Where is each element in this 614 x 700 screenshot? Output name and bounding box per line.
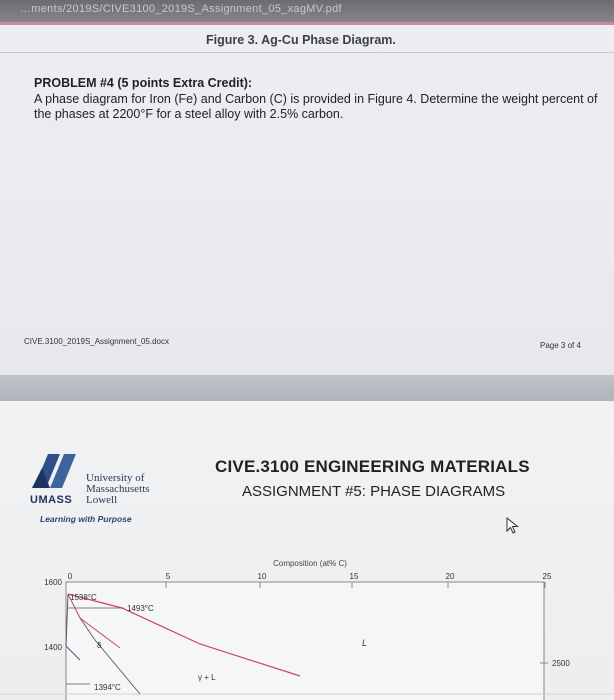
top-tick-label: 15	[349, 572, 359, 581]
plot-frame	[66, 582, 544, 700]
top-tick-label: 5	[165, 572, 171, 581]
file-path-text: …ments/2019S/CIVE3100_2019S_Assignment_05_xagMV.pdf	[20, 3, 342, 15]
top-tick-label: 25	[542, 572, 552, 581]
x-axis-label: Composition (at% C)	[273, 559, 347, 568]
footer-filename: CIVE.3100_2019S_Assignment_05.docx	[24, 337, 169, 346]
footer-page-number: Page 3 of 4	[540, 341, 581, 350]
figure-3-caption: Figure 3. Ag-Cu Phase Diagram.	[206, 33, 396, 47]
top-tick-label: 10	[257, 572, 267, 581]
title-bar-border	[0, 22, 614, 25]
umass-logo-icon	[30, 448, 82, 492]
right-tick-label: 2500	[552, 659, 570, 668]
annotation-1493: 1493°C	[127, 604, 154, 613]
top-tick-label: 20	[445, 572, 455, 581]
logo-tagline: Learning with Purpose	[40, 514, 132, 524]
page-separator	[0, 375, 614, 401]
annotation-delta: δ	[97, 641, 102, 650]
annotation-gamma-l: γ + L	[198, 673, 216, 682]
right-axis-ticks	[540, 659, 570, 668]
annotation-1538: 1538°C	[70, 593, 97, 602]
mouse-pointer-icon	[506, 517, 520, 535]
left-tick-label: 1400	[44, 643, 62, 652]
caption-divider	[0, 52, 614, 53]
fe-c-phase-diagram	[0, 548, 614, 700]
annotation-1394: 1394°C	[94, 683, 121, 692]
logo-umass: UMASS	[30, 494, 73, 506]
top-tick-label: 0	[67, 572, 73, 581]
logo-lowell: Lowell	[86, 494, 118, 506]
problem-4-text: A phase diagram for Iron (Fe) and Carbon (C) is provided in Figure 4. Determine the weight percent of the phases at 2200°F for a steel alloy with 2.5% carbon.	[34, 92, 598, 121]
document-subtitle: ASSIGNMENT #5: PHASE DIAGRAMS	[242, 483, 506, 500]
logo-massachusetts: Massachusetts	[86, 483, 150, 495]
logo-university-of: University of	[86, 472, 145, 484]
problem-4-title: PROBLEM #4 (5 points Extra Credit):	[34, 76, 253, 90]
document-title: CIVE.3100 ENGINEERING MATERIALS	[215, 457, 530, 476]
annotation-liquid: L	[362, 638, 368, 648]
left-axis-ticks	[44, 578, 62, 652]
left-tick-label: 1600	[44, 578, 62, 587]
window-title-bar	[0, 0, 614, 22]
